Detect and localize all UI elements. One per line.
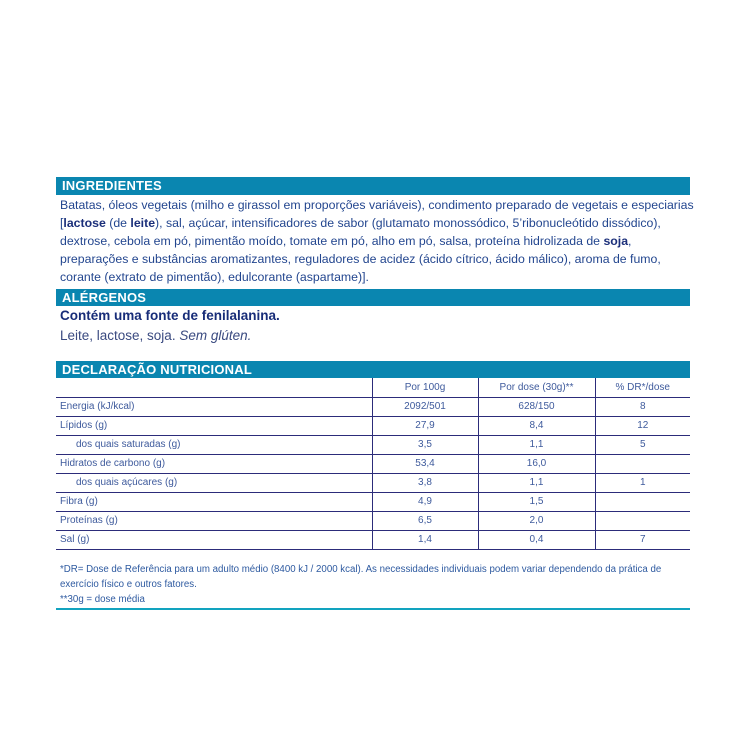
allergens-heading: ALÉRGENOS	[56, 289, 690, 306]
footnote-dr: *DR= Dose de Referência para um adulto médio (8400 kJ / 2000 kcal). As necessidades individuais podem variar dependendo da prática de exercício físico e outros fatores.	[60, 564, 662, 590]
row-label: Lípidos (g)	[56, 416, 372, 435]
value-per100: 53,4	[372, 454, 478, 473]
table-header-row	[56, 378, 690, 397]
footnotes	[60, 562, 690, 607]
value-perdose: 628/150	[478, 397, 595, 416]
row-label: Fibra (g)	[56, 492, 372, 511]
value-perdose: 8,4	[478, 416, 595, 435]
value-dr	[595, 511, 690, 530]
col-header-dr: % DR*/dose	[595, 378, 690, 397]
row-label: dos quais saturadas (g)	[56, 435, 372, 454]
allergen-list: Leite, lactose, soja. Sem glúten.	[60, 328, 252, 343]
row-label: Sal (g)	[56, 530, 372, 549]
value-dr: 8	[595, 397, 690, 416]
nutrition-heading: DECLARAÇÃO NUTRICIONAL	[56, 361, 690, 378]
value-perdose: 1,5	[478, 492, 595, 511]
row-label: dos quais açúcares (g)	[56, 473, 372, 492]
table-row	[56, 511, 690, 530]
bottom-rule	[56, 608, 690, 610]
table-row	[56, 454, 690, 473]
value-per100: 3,8	[372, 473, 478, 492]
table-row	[56, 473, 690, 492]
value-perdose: 2,0	[478, 511, 595, 530]
row-label: Energia (kJ/kcal)	[56, 397, 372, 416]
col-header-perdose: Por dose (30g)**	[478, 378, 595, 397]
ingredients-heading: INGREDIENTES	[56, 177, 690, 195]
value-perdose: 0,4	[478, 530, 595, 549]
value-perdose: 1,1	[478, 473, 595, 492]
value-per100: 4,9	[372, 492, 478, 511]
value-dr: 1	[595, 473, 690, 492]
table-row	[56, 416, 690, 435]
value-per100: 27,9	[372, 416, 478, 435]
gluten-free-note: Sem glúten.	[179, 328, 252, 343]
value-dr	[595, 454, 690, 473]
table-row	[56, 435, 690, 454]
value-per100: 6,5	[372, 511, 478, 530]
table-row	[56, 397, 690, 416]
value-dr	[595, 492, 690, 511]
ingredients-text: Batatas, óleos vegetais (milho e girassol em proporções variáveis), condimento preparado de vegetais e especiarias [lactose (de leite), sal, açúcar, intensificadores de sabor (glutamato monossódico, 5’ribonucleótido dissódico), dextrose, cebola em pó, pimentão moído, tomate em pó, alho em pó, salsa, proteína hidrolizada de soja, preparações e substâncias aromatizantes, reguladores de acidez (ácido cítrico, ácido málico), aroma de fumo, corante (extrato de pimentão), edulcorante (aspartame)].	[60, 198, 694, 284]
value-perdose: 16,0	[478, 454, 595, 473]
row-label: Hidratos de carbono (g)	[56, 454, 372, 473]
col-header-label	[56, 378, 372, 397]
value-per100: 3,5	[372, 435, 478, 454]
value-dr: 5	[595, 435, 690, 454]
value-dr: 12	[595, 416, 690, 435]
value-dr: 7	[595, 530, 690, 549]
value-per100: 2092/501	[372, 397, 478, 416]
table-row	[56, 530, 690, 549]
col-header-per100: Por 100g	[372, 378, 478, 397]
allergen-warning: Contém uma fonte de fenilalanina.	[60, 308, 280, 323]
row-label: Proteínas (g)	[56, 511, 372, 530]
table-row	[56, 492, 690, 511]
footnote-dose: **30g = dose média	[60, 594, 145, 605]
value-per100: 1,4	[372, 530, 478, 549]
nutrition-table	[56, 378, 690, 550]
value-perdose: 1,1	[478, 435, 595, 454]
